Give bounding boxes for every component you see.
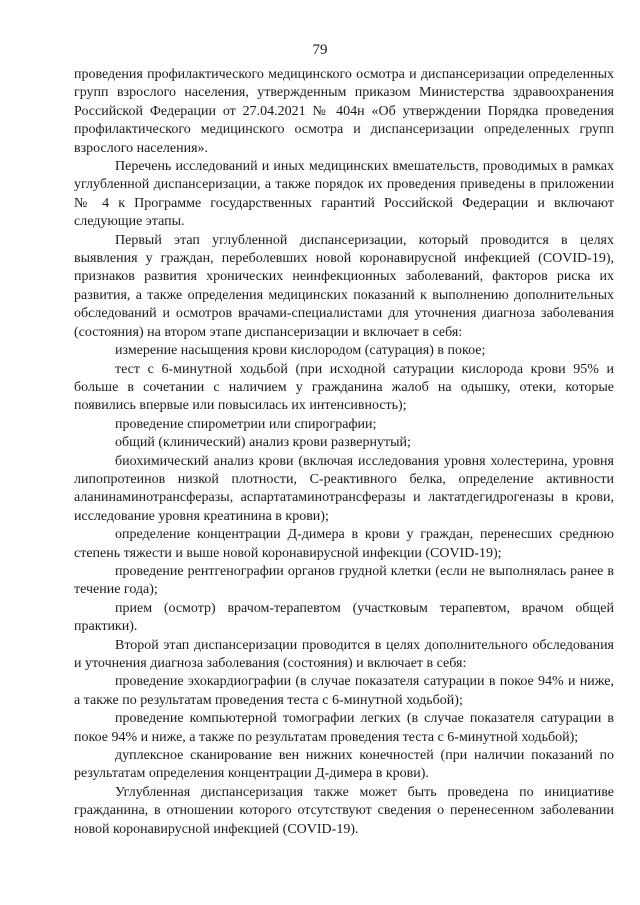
list-item: проведение компьютерной томографии легких (в случае показателя сатурации в покое 94% и ниже, а также по результатам проведения теста с 6-минутной ходьбой); — [74, 711, 614, 745]
list-item: измерение насыщения крови кислородом (сатурация) в покое; — [115, 343, 486, 359]
list-item: тест с 6-минутной ходьбой (при исходной сатурации кислорода крови 95% и больше в сочетании с наличием у гражданина жалоб на одышку, отеки, которые появились впервые или повысилась их интенсивность); — [74, 361, 614, 414]
list-item: биохимический анализ крови (включая исследования уровня холестерина, уровня липопротеинов низкой плотности, С-реактивного белка, определение активности аланинаминотрансферазы, аспартатаминотрансферазы и лактатдегидрогеназы в крови, исследование уровня креатинина в крови); — [74, 453, 614, 524]
list-item: проведение эхокардиографии (в случае показателя сатурации в покое 94% и ниже, а также по результатам проведения теста с 6-минутной ходьбой); — [74, 674, 614, 708]
list-item: проведение рентгенографии органов грудной клетки (если не выполнялась ранее в течение года); — [74, 563, 614, 598]
list-item: определение концентрации Д-димера в крови у граждан, перенесших среднюю степень тяжести и выше новой коронавирусной инфекции (COVID-19); — [74, 527, 614, 561]
page-number: 79 — [312, 42, 328, 58]
list-item: дуплексное сканирование вен нижних конечностей (при наличии показаний по результатам определения концентрации Д-димера в крови). — [74, 748, 614, 782]
list-item: прием (осмотр) врачом-терапевтом (участковым терапевтом, врачом общей практики). — [74, 600, 614, 635]
paragraph: Первый этап углубленной диспансеризации, который проводится в целях выявления у граждан, переболевших новой коронавирусной инфекцией (COVID-19), признаков развития хронических неинфекционных заболеваний, факторов риска их развития, а также определения медицинских показаний к выполнению дополнительных обследований и осмотров врачами-специалистами для уточнения диагноза заболевания (состояния) на втором этапе диспансеризации и включает в себя: — [74, 232, 614, 340]
paragraph: проведения профилактического медицинского осмотра и диспансеризации определенных групп взрослого населения, утвержденным приказом Министерства здравоохранения Российской Федерации от 27.04.2021 № 404н «Об утверждении Порядка проведения профилактического медицинского осмотра и диспансеризации определенных групп взрослого населения». — [74, 67, 614, 156]
list-item: общий (клинический) анализ крови развернутый; — [115, 435, 411, 451]
paragraph: Перечень исследований и иных медицинских вмешательств, проводимых в рамках углубленной диспансеризации, а также порядок их проведения приведены в приложении № 4 к Программе государственных гарантий Российской Федерации и включают следующие этапы. — [74, 159, 614, 230]
paragraph: Второй этап диспансеризации проводится в целях дополнительного обследования и уточнения диагноза заболевания (состояния) и включает в себя: — [74, 637, 614, 671]
document-body — [74, 66, 614, 839]
list-item: проведение спирометрии или спирографии; — [115, 416, 377, 432]
paragraph: Углубленная диспансеризация также может быть проведена по инициативе гражданина, в отношении которого отсутствуют сведения о перенесенном заболевании новой коронавирусной инфекцией (COVID-19). — [74, 784, 614, 837]
